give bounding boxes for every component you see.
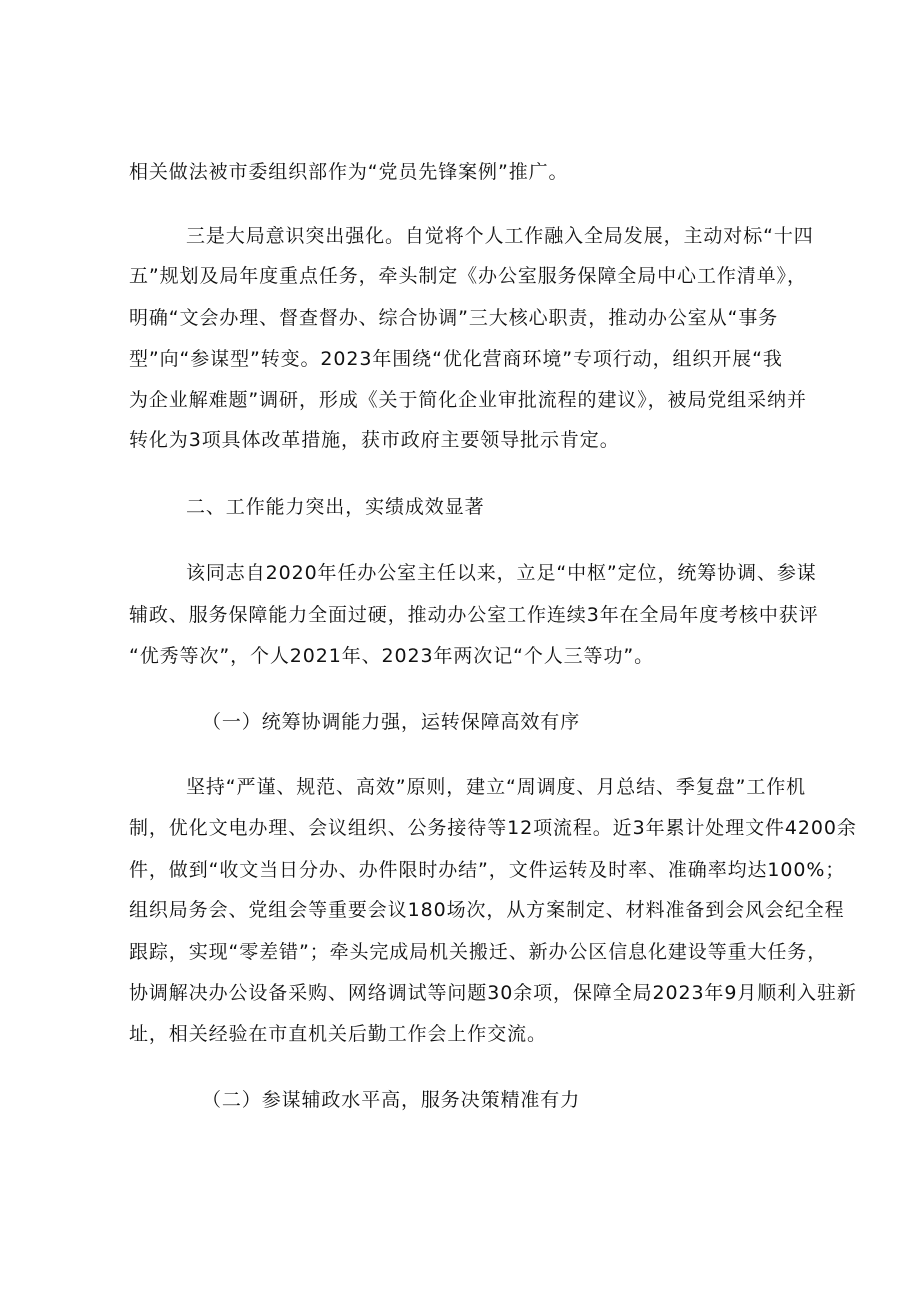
text-line: 明确“文会办理、督查督办、综合协调”三大核心职责，推动办公室从“事务 <box>129 307 779 329</box>
text-line: 三是大局意识突出强化。自觉将个人工作融入全局发展，主动对标“十四 <box>186 225 814 247</box>
text-line: 该同志自2020年任办公室主任以来，立足“中枢”定位，统筹协调、参谋 <box>186 562 817 584</box>
text-line: 协调解决办公设备采购、网络调试等问题30余项，保障全局2023年9月顺利入驻新 <box>129 982 857 1004</box>
subsection-heading: （一）统筹协调能力强，运转保障高效有序 <box>202 711 581 733</box>
text-line: 为企业解难题”调研，形成《关于简化企业审批流程的建议》，被局党组采纳并 <box>129 389 807 411</box>
text-line: 五”规划及局年度重点任务，牵头制定《办公室服务保障全局中心工作清单》， <box>129 265 807 287</box>
text-line: “优秀等次”，个人2021年、2023年两次记“个人三等功”。 <box>129 645 654 667</box>
text-line: 制，优化文电办理、会议组织、公务接待等12项流程。近3年累计处理文件4200余 <box>129 817 857 839</box>
text-line: 坚持“严谨、规范、高效”原则，建立“周调度、月总结、季复盘”工作机 <box>186 776 807 798</box>
text-line: 相关做法被市委组织部作为“党员先锋案例”推广。 <box>129 161 569 183</box>
text-line: 辅政、服务保障能力全面过硬，推动办公室工作连续3年在全局年度考核中获评 <box>129 604 819 626</box>
text-line: 转化为3项具体改革措施，获市政府主要领导批示肯定。 <box>129 429 620 451</box>
text-line: 组织局务会、党组会等重要会议180场次，从方案制定、材料准备到会风会纪全程 <box>129 899 845 921</box>
subsection-heading: （二）参谋辅政水平高，服务决策精准有力 <box>202 1089 581 1111</box>
text-line: 件，做到“收文当日分办、办件限时办结”，文件运转及时率、准确率均达100%； <box>129 859 846 881</box>
section-heading: 二、工作能力突出，实绩成效显著 <box>186 496 485 518</box>
text-line: 型”向“参谋型”转变。2023年围绕“优化营商环境”专项行动，组织开展“我 <box>129 348 783 370</box>
text-line: 址，相关经验在市直机关后勤工作会上作交流。 <box>129 1023 547 1045</box>
text-line: 跟踪，实现“零差错”；牵头完成局机关搬迁、新办公区信息化建设等重大任务， <box>129 941 828 963</box>
